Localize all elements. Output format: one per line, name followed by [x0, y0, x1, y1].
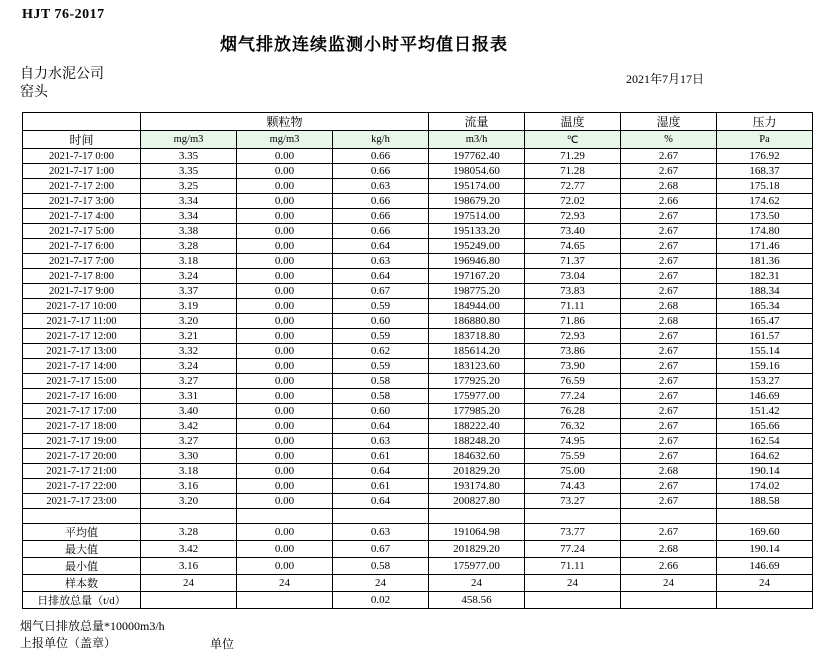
- table-row: [23, 299, 813, 314]
- summary-row-min: [23, 558, 813, 575]
- table-row: [23, 149, 813, 164]
- cell-value: 0.00: [237, 464, 333, 479]
- cell-value: 193174.80: [429, 479, 525, 494]
- footer-unit-label: 单位: [210, 637, 235, 651]
- blank-cell: [621, 509, 717, 524]
- cell-value: 2.67: [621, 284, 717, 299]
- cell-value: 2.67: [621, 419, 717, 434]
- table-row: [23, 494, 813, 509]
- cell-value: 3.38: [141, 224, 237, 239]
- table-row: [23, 194, 813, 209]
- cell-value: 0.64: [333, 464, 429, 479]
- cell-time: 2021-7-17 2:00: [23, 179, 141, 194]
- cell-value: 0.00: [237, 541, 333, 558]
- cell-value: 2.67: [621, 269, 717, 284]
- unit-cell: mg/m3: [141, 131, 237, 149]
- cell-value: 73.83: [525, 284, 621, 299]
- cell-value: 190.14: [717, 464, 813, 479]
- cell-value: 184944.00: [429, 299, 525, 314]
- report-date: 2021年7月17日: [625, 72, 704, 86]
- cell-value: 3.24: [141, 359, 237, 374]
- cell-value: 0.00: [237, 299, 333, 314]
- cell-value: 0.00: [237, 164, 333, 179]
- cell-value: 3.20: [141, 314, 237, 329]
- emission-data-table: [22, 112, 813, 609]
- cell-value: 2.67: [621, 524, 717, 541]
- cell-value: 73.27: [525, 494, 621, 509]
- cell-value: 201829.20: [429, 541, 525, 558]
- cell-value: 184632.60: [429, 449, 525, 464]
- cell-value: 0.63: [333, 254, 429, 269]
- cell-value: 173.50: [717, 209, 813, 224]
- table-blank-row: [23, 509, 813, 524]
- cell-value: [621, 592, 717, 609]
- cell-value: 0.00: [237, 329, 333, 344]
- cell-value: 3.24: [141, 269, 237, 284]
- table-row: [23, 209, 813, 224]
- cell-value: 3.35: [141, 149, 237, 164]
- cell-value: 71.28: [525, 164, 621, 179]
- summary-label: 平均值: [23, 524, 141, 541]
- blank-cell: [141, 509, 237, 524]
- table-row: [23, 254, 813, 269]
- table-row: [23, 179, 813, 194]
- standard-code: HJT 76-2017: [22, 7, 105, 22]
- cell-time: 2021-7-17 18:00: [23, 419, 141, 434]
- cell-value: 201829.20: [429, 464, 525, 479]
- table-row: [23, 314, 813, 329]
- cell-value: 0.00: [237, 404, 333, 419]
- table-row: [23, 284, 813, 299]
- cell-time: 2021-7-17 8:00: [23, 269, 141, 284]
- cell-time: 2021-7-17 23:00: [23, 494, 141, 509]
- cell-value: 77.24: [525, 541, 621, 558]
- cell-value: 2.67: [621, 209, 717, 224]
- unit-cell: ℃: [525, 131, 621, 149]
- summary-row-average: [23, 524, 813, 541]
- cell-value: 0.00: [237, 269, 333, 284]
- cell-value: 188222.40: [429, 419, 525, 434]
- cell-value: 2.67: [621, 329, 717, 344]
- cell-value: [141, 592, 237, 609]
- cell-value: 75.00: [525, 464, 621, 479]
- table-row: [23, 449, 813, 464]
- cell-value: 3.18: [141, 464, 237, 479]
- cell-value: 72.02: [525, 194, 621, 209]
- cell-value: 183123.60: [429, 359, 525, 374]
- cell-value: 2.68: [621, 314, 717, 329]
- cell-value: 165.47: [717, 314, 813, 329]
- cell-value: 24: [333, 575, 429, 592]
- cell-value: 0.60: [333, 404, 429, 419]
- cell-value: 2.67: [621, 359, 717, 374]
- cell-value: 169.60: [717, 524, 813, 541]
- table-row: [23, 404, 813, 419]
- cell-value: 181.36: [717, 254, 813, 269]
- cell-value: 0.00: [237, 149, 333, 164]
- cell-value: 190.14: [717, 541, 813, 558]
- cell-value: 71.86: [525, 314, 621, 329]
- cell-value: 71.37: [525, 254, 621, 269]
- cell-value: 174.80: [717, 224, 813, 239]
- cell-value: 3.16: [141, 558, 237, 575]
- cell-value: 0.02: [333, 592, 429, 609]
- cell-value: 153.27: [717, 374, 813, 389]
- cell-value: 74.95: [525, 434, 621, 449]
- table-row: [23, 464, 813, 479]
- cell-value: [717, 592, 813, 609]
- cell-value: 24: [525, 575, 621, 592]
- cell-value: 175.18: [717, 179, 813, 194]
- unit-cell: mg/m3: [237, 131, 333, 149]
- cell-value: 24: [621, 575, 717, 592]
- cell-value: 0.00: [237, 419, 333, 434]
- blank-cell: [525, 509, 621, 524]
- cell-value: 0.00: [237, 374, 333, 389]
- cell-value: 146.69: [717, 558, 813, 575]
- company-name: 自力水泥公司: [20, 67, 104, 82]
- table-row: [23, 224, 813, 239]
- cell-value: 2.67: [621, 239, 717, 254]
- total-label: 日排放总量（t/d）: [23, 592, 141, 609]
- blank-cell: [237, 509, 333, 524]
- cell-value: 177985.20: [429, 404, 525, 419]
- cell-value: 3.42: [141, 541, 237, 558]
- cell-value: 161.57: [717, 329, 813, 344]
- cell-value: 200827.80: [429, 494, 525, 509]
- cell-value: 0.63: [333, 179, 429, 194]
- cell-value: 0.00: [237, 389, 333, 404]
- cell-value: 0.00: [237, 449, 333, 464]
- blank-cell: [333, 509, 429, 524]
- cell-value: 0.00: [237, 494, 333, 509]
- cell-value: 72.77: [525, 179, 621, 194]
- cell-value: 3.19: [141, 299, 237, 314]
- cell-value: 0.64: [333, 239, 429, 254]
- cell-time: 2021-7-17 15:00: [23, 374, 141, 389]
- cell-value: 3.16: [141, 479, 237, 494]
- cell-value: 73.86: [525, 344, 621, 359]
- cell-time: 2021-7-17 19:00: [23, 434, 141, 449]
- cell-value: 3.32: [141, 344, 237, 359]
- table-row: [23, 329, 813, 344]
- cell-value: 0.00: [237, 558, 333, 575]
- cell-time: 2021-7-17 20:00: [23, 449, 141, 464]
- cell-time: 2021-7-17 13:00: [23, 344, 141, 359]
- cell-value: 3.27: [141, 374, 237, 389]
- cell-value: 3.40: [141, 404, 237, 419]
- table-group-header-row: [23, 113, 813, 131]
- cell-time: 2021-7-17 14:00: [23, 359, 141, 374]
- cell-value: 2.68: [621, 541, 717, 558]
- cell-value: 458.56: [429, 592, 525, 609]
- cell-value: 24: [237, 575, 333, 592]
- cell-value: 3.28: [141, 524, 237, 541]
- cell-value: 2.67: [621, 344, 717, 359]
- cell-value: 182.31: [717, 269, 813, 284]
- cell-time: 2021-7-17 1:00: [23, 164, 141, 179]
- cell-value: 197514.00: [429, 209, 525, 224]
- cell-value: 191064.98: [429, 524, 525, 541]
- cell-time: 2021-7-17 0:00: [23, 149, 141, 164]
- company-block: [20, 66, 104, 102]
- summary-label: 最大值: [23, 541, 141, 558]
- group-header-pressure: 压力: [717, 113, 813, 131]
- cell-value: 71.11: [525, 299, 621, 314]
- cell-value: 0.66: [333, 224, 429, 239]
- unit-cell: Pa: [717, 131, 813, 149]
- cell-value: 2.67: [621, 254, 717, 269]
- cell-value: 174.62: [717, 194, 813, 209]
- cell-value: 0.66: [333, 164, 429, 179]
- cell-value: 0.58: [333, 389, 429, 404]
- cell-value: 73.90: [525, 359, 621, 374]
- cell-value: 74.65: [525, 239, 621, 254]
- cell-time: 2021-7-17 17:00: [23, 404, 141, 419]
- cell-value: 188.58: [717, 494, 813, 509]
- cell-value: 165.34: [717, 299, 813, 314]
- table-row: [23, 344, 813, 359]
- cell-value: 0.00: [237, 224, 333, 239]
- table-unit-row: [23, 131, 813, 149]
- cell-time: 2021-7-17 4:00: [23, 209, 141, 224]
- summary-row-count: [23, 575, 813, 592]
- table-row: [23, 374, 813, 389]
- cell-value: 2.67: [621, 404, 717, 419]
- cell-value: 72.93: [525, 209, 621, 224]
- cell-value: 198054.60: [429, 164, 525, 179]
- cell-value: 24: [141, 575, 237, 592]
- cell-time: 2021-7-17 7:00: [23, 254, 141, 269]
- cell-value: 195174.00: [429, 179, 525, 194]
- blank-cell: [429, 509, 525, 524]
- cell-value: 71.11: [525, 558, 621, 575]
- cell-value: 185614.20: [429, 344, 525, 359]
- cell-value: 3.28: [141, 239, 237, 254]
- cell-value: 77.24: [525, 389, 621, 404]
- cell-value: 2.67: [621, 434, 717, 449]
- cell-value: 0.00: [237, 524, 333, 541]
- cell-value: 0.00: [237, 344, 333, 359]
- summary-label: 最小值: [23, 558, 141, 575]
- cell-value: 0.58: [333, 558, 429, 575]
- group-header-cell: [23, 113, 141, 131]
- cell-time: 2021-7-17 6:00: [23, 239, 141, 254]
- cell-value: 164.62: [717, 449, 813, 464]
- cell-value: 0.63: [333, 524, 429, 541]
- table-row: [23, 389, 813, 404]
- unit-cell: %: [621, 131, 717, 149]
- cell-value: 0.00: [237, 284, 333, 299]
- cell-time: 2021-7-17 21:00: [23, 464, 141, 479]
- cell-value: 196946.80: [429, 254, 525, 269]
- cell-value: 3.25: [141, 179, 237, 194]
- cell-value: 0.59: [333, 329, 429, 344]
- cell-value: 174.02: [717, 479, 813, 494]
- cell-value: 0.66: [333, 194, 429, 209]
- blank-cell: [23, 509, 141, 524]
- cell-value: 3.37: [141, 284, 237, 299]
- cell-value: 76.32: [525, 419, 621, 434]
- cell-value: 0.00: [237, 239, 333, 254]
- blank-cell: [717, 509, 813, 524]
- cell-value: 175977.00: [429, 389, 525, 404]
- cell-value: 188248.20: [429, 434, 525, 449]
- cell-value: 2.67: [621, 224, 717, 239]
- unit-cell: m3/h: [429, 131, 525, 149]
- table-row: [23, 269, 813, 284]
- cell-value: 2.67: [621, 479, 717, 494]
- cell-value: 0.00: [237, 434, 333, 449]
- cell-time: 2021-7-17 16:00: [23, 389, 141, 404]
- cell-value: 74.43: [525, 479, 621, 494]
- cell-value: 3.34: [141, 194, 237, 209]
- cell-value: 0.59: [333, 299, 429, 314]
- group-header-temperature: 温度: [525, 113, 621, 131]
- site-name: 窑头: [20, 85, 48, 100]
- cell-value: 0.66: [333, 209, 429, 224]
- cell-value: 3.35: [141, 164, 237, 179]
- cell-value: 24: [429, 575, 525, 592]
- cell-value: 0.00: [237, 209, 333, 224]
- footer-block: [20, 618, 165, 652]
- cell-value: 2.67: [621, 164, 717, 179]
- cell-value: 151.42: [717, 404, 813, 419]
- cell-value: 0.00: [237, 314, 333, 329]
- table-row: [23, 359, 813, 374]
- cell-value: 73.77: [525, 524, 621, 541]
- cell-value: 0.60: [333, 314, 429, 329]
- summary-row-max: [23, 541, 813, 558]
- cell-time: 2021-7-17 9:00: [23, 284, 141, 299]
- cell-value: 73.40: [525, 224, 621, 239]
- cell-time: 2021-7-17 11:00: [23, 314, 141, 329]
- cell-value: 197167.20: [429, 269, 525, 284]
- cell-time: 2021-7-17 10:00: [23, 299, 141, 314]
- cell-value: 0.67: [333, 541, 429, 558]
- cell-value: 183718.80: [429, 329, 525, 344]
- cell-value: 3.27: [141, 434, 237, 449]
- page-title: 烟气排放连续监测小时平均值日报表: [220, 35, 508, 54]
- cell-value: 198679.20: [429, 194, 525, 209]
- cell-value: 3.20: [141, 494, 237, 509]
- footer-note: 烟气日排放总量*10000m3/h: [20, 619, 165, 633]
- cell-time: 2021-7-17 3:00: [23, 194, 141, 209]
- cell-value: 0.63: [333, 434, 429, 449]
- cell-value: 159.16: [717, 359, 813, 374]
- cell-value: 2.67: [621, 389, 717, 404]
- cell-value: 0.58: [333, 374, 429, 389]
- cell-value: [237, 592, 333, 609]
- cell-value: [525, 592, 621, 609]
- cell-value: 2.68: [621, 464, 717, 479]
- summary-label: 样本数: [23, 575, 141, 592]
- group-header-particulate: 颗粒物: [141, 113, 429, 131]
- table-row: [23, 434, 813, 449]
- cell-value: 71.29: [525, 149, 621, 164]
- cell-value: 0.61: [333, 449, 429, 464]
- table-row: [23, 239, 813, 254]
- group-header-humidity: 湿度: [621, 113, 717, 131]
- cell-value: 72.93: [525, 329, 621, 344]
- cell-value: 195249.00: [429, 239, 525, 254]
- cell-value: 3.34: [141, 209, 237, 224]
- cell-value: 0.66: [333, 149, 429, 164]
- column-header-time: 时间: [23, 131, 141, 149]
- table-row: [23, 479, 813, 494]
- cell-value: 177925.20: [429, 374, 525, 389]
- cell-value: 0.00: [237, 479, 333, 494]
- cell-value: 2.67: [621, 449, 717, 464]
- cell-value: 3.21: [141, 329, 237, 344]
- cell-value: 176.92: [717, 149, 813, 164]
- cell-value: 186880.80: [429, 314, 525, 329]
- cell-value: 0.59: [333, 359, 429, 374]
- cell-value: 168.37: [717, 164, 813, 179]
- cell-value: 162.54: [717, 434, 813, 449]
- cell-value: 197762.40: [429, 149, 525, 164]
- cell-value: 171.46: [717, 239, 813, 254]
- cell-value: 3.42: [141, 419, 237, 434]
- cell-value: 75.59: [525, 449, 621, 464]
- cell-time: 2021-7-17 22:00: [23, 479, 141, 494]
- cell-value: 175977.00: [429, 558, 525, 575]
- cell-value: 2.67: [621, 374, 717, 389]
- table-row: [23, 164, 813, 179]
- cell-value: 3.31: [141, 389, 237, 404]
- cell-value: 3.18: [141, 254, 237, 269]
- cell-value: 0.00: [237, 179, 333, 194]
- cell-value: 198775.20: [429, 284, 525, 299]
- group-header-flow: 流量: [429, 113, 525, 131]
- cell-value: 0.64: [333, 419, 429, 434]
- cell-value: 2.67: [621, 149, 717, 164]
- table-row: [23, 419, 813, 434]
- cell-value: 0.00: [237, 194, 333, 209]
- footer-reporter: 上报单位（盖章）: [20, 636, 117, 650]
- cell-value: 0.61: [333, 479, 429, 494]
- cell-value: 3.30: [141, 449, 237, 464]
- cell-value: 195133.20: [429, 224, 525, 239]
- cell-value: 188.34: [717, 284, 813, 299]
- cell-value: 24: [717, 575, 813, 592]
- cell-value: 0.00: [237, 254, 333, 269]
- cell-value: 146.69: [717, 389, 813, 404]
- cell-value: 0.62: [333, 344, 429, 359]
- cell-value: 2.68: [621, 299, 717, 314]
- cell-value: 76.59: [525, 374, 621, 389]
- cell-value: 165.66: [717, 419, 813, 434]
- cell-value: 2.68: [621, 179, 717, 194]
- cell-value: 155.14: [717, 344, 813, 359]
- cell-value: 0.67: [333, 284, 429, 299]
- cell-value: 0.00: [237, 359, 333, 374]
- total-emission-row: [23, 592, 813, 609]
- cell-value: 2.66: [621, 558, 717, 575]
- cell-value: 2.66: [621, 194, 717, 209]
- cell-value: 2.67: [621, 494, 717, 509]
- unit-cell: kg/h: [333, 131, 429, 149]
- cell-value: 0.64: [333, 494, 429, 509]
- cell-value: 73.04: [525, 269, 621, 284]
- cell-time: 2021-7-17 5:00: [23, 224, 141, 239]
- cell-value: 76.28: [525, 404, 621, 419]
- cell-value: 0.64: [333, 269, 429, 284]
- cell-time: 2021-7-17 12:00: [23, 329, 141, 344]
